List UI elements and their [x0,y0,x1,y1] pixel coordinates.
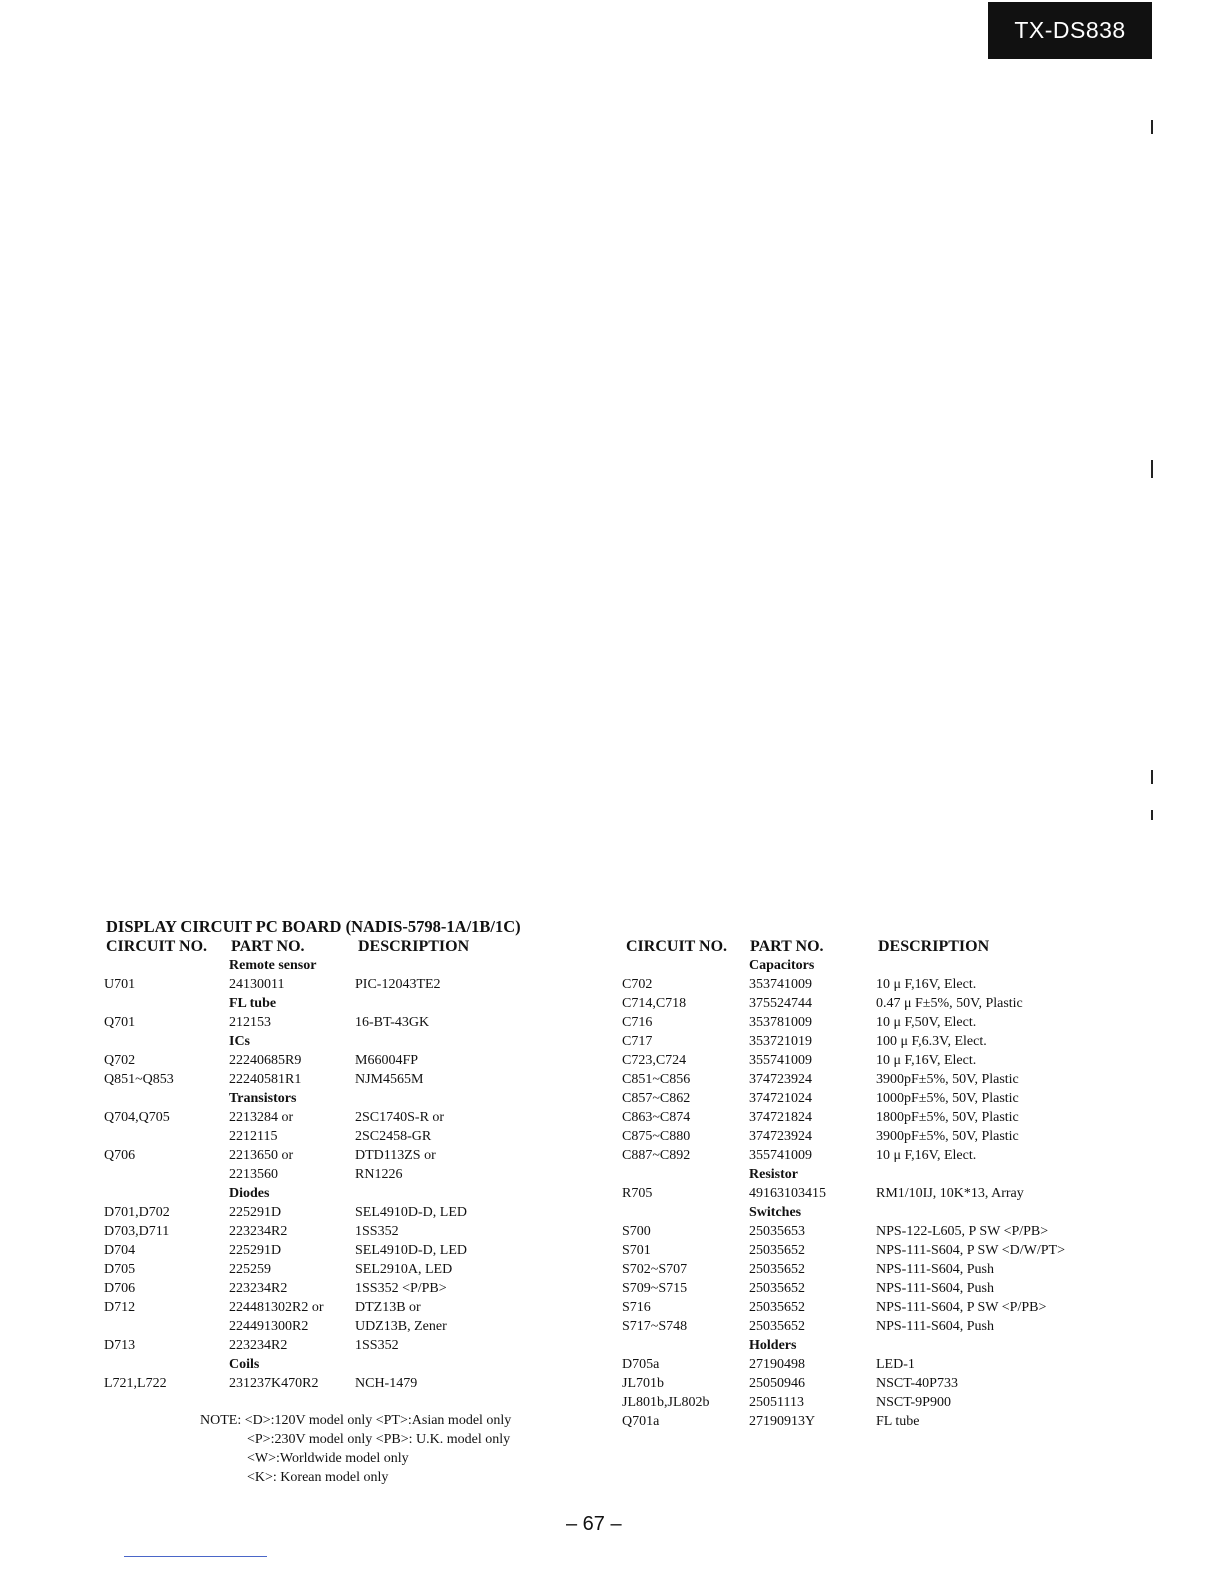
part-no: 25035652 [749,1243,805,1258]
circuit-no: Q851~Q853 [104,1072,174,1087]
description: 10 μ F,16V, Elect. [876,1053,977,1068]
edge-mark [1151,120,1153,134]
right-header-description: DESCRIPTION [878,938,990,955]
table-row [0,1374,1224,1393]
description: SEL4910D-D, LED [355,1243,467,1258]
description: PIC-12043TE2 [355,977,441,992]
description: 3900pF±5%, 50V, Plastic [876,1072,1019,1087]
part-no: 223234R2 [229,1338,288,1353]
edge-mark [1151,810,1153,820]
description: 2SC1740S-R or [355,1110,445,1125]
description: 1SS352 <P/PB> [355,1281,447,1296]
description: 1SS352 [355,1338,399,1353]
circuit-no: L721,L722 [104,1376,167,1391]
right-header-part: PART NO. [750,938,824,955]
description: 10 μ F,50V, Elect. [876,1015,977,1030]
description: DTZ13B or [355,1300,421,1315]
part-no: 375524744 [749,996,812,1011]
table-row [0,1013,1224,1032]
table-row [0,994,1224,1013]
circuit-no: C851~C856 [622,1072,691,1087]
table-row [0,1051,1224,1070]
part-no: 2213560 [229,1167,278,1182]
description: 1000pF±5%, 50V, Plastic [876,1091,1019,1106]
table-row [0,1222,1224,1241]
page-number: – 67 – [566,1513,622,1535]
description: SEL4910D-D, LED [355,1205,467,1220]
category-label: FL tube [229,996,277,1011]
circuit-no: C702 [622,977,653,992]
part-no: 353781009 [749,1015,812,1030]
circuit-no: JL701b [622,1376,664,1391]
part-no: 223234R2 [229,1224,288,1239]
part-no: 212153 [229,1015,271,1030]
description: DTD113ZS or [355,1148,436,1163]
description: LED-1 [876,1357,915,1372]
description: 10 μ F,16V, Elect. [876,1148,977,1163]
part-no: 24130011 [229,977,285,992]
table-row [0,1032,1224,1051]
note-line: <W>:Worldwide model only [247,1451,409,1466]
description: NPS-111-S604, P SW <D/W/PT> [876,1243,1065,1258]
part-no: 353721019 [749,1034,812,1049]
circuit-no: C723,C724 [622,1053,687,1068]
circuit-no: S702~S707 [622,1262,688,1277]
description: NSCT-40P733 [876,1376,958,1391]
table-row [0,1108,1224,1127]
category-label: Transistors [229,1091,297,1106]
circuit-no: S700 [622,1224,651,1239]
table-row [0,1317,1224,1336]
link-underline [124,1556,267,1557]
category-label: Holders [749,1338,797,1353]
left-header-description: DESCRIPTION [358,938,470,955]
circuit-no: D703,D711 [104,1224,170,1239]
part-no: 25035652 [749,1281,805,1296]
description: 1800pF±5%, 50V, Plastic [876,1110,1019,1125]
circuit-no: D704 [104,1243,136,1258]
model-note [200,1411,511,1487]
table-row [0,1127,1224,1146]
part-no: 374721024 [749,1091,812,1106]
circuit-no: JL801b,JL802b [622,1395,710,1410]
circuit-no: Q701 [104,1015,136,1030]
table-row [0,1260,1224,1279]
circuit-no: U701 [104,977,136,992]
circuit-no: C716 [622,1015,653,1030]
category-label: Resistor [749,1167,798,1182]
description: RN1226 [355,1167,403,1182]
table-row [0,1146,1224,1165]
part-no: 27190498 [749,1357,805,1372]
table-row [0,1184,1224,1203]
description: NJM4565M [355,1072,424,1087]
part-no: 225259 [229,1262,271,1277]
left-header-part: PART NO. [231,938,305,955]
description: NPS-111-S604, P SW <P/PB> [876,1300,1047,1315]
left-header-circuit: CIRCUIT NO. [106,938,208,955]
circuit-no: C887~C892 [622,1148,691,1163]
table-row [0,1089,1224,1108]
part-no: 374723924 [749,1129,812,1144]
category-row [0,1336,1224,1355]
section-title: DISPLAY CIRCUIT PC BOARD (NADIS-5798-1A/1B/1C) [106,917,521,936]
note-line: NOTE: <D>:120V model only <PT>:Asian model only [200,1413,512,1428]
part-no: 2213284 or [229,1110,294,1125]
part-no: 22240581R1 [229,1072,302,1087]
part-no: 27190913Y [749,1414,816,1429]
table-row [0,975,1224,994]
circuit-no: D706 [104,1281,136,1296]
description: NPS-122-L605, P SW <P/PB> [876,1224,1049,1239]
description: NPS-111-S604, Push [876,1281,994,1296]
circuit-no: S716 [622,1300,651,1315]
part-no: 25035652 [749,1300,805,1315]
circuit-no: R705 [622,1186,653,1201]
part-no: 374721824 [749,1110,812,1125]
part-no: 355741009 [749,1053,812,1068]
note-line: <P>:230V model only <PB>: U.K. model only [247,1432,511,1447]
circuit-no: C863~C874 [622,1110,691,1125]
circuit-no: Q701a [622,1414,660,1429]
circuit-no: D712 [104,1300,136,1315]
right-header-circuit: CIRCUIT NO. [626,938,728,955]
circuit-no: S709~S715 [622,1281,688,1296]
circuit-no: D701,D702 [104,1205,170,1220]
part-no: 374723924 [749,1072,812,1087]
circuit-no: C875~C880 [622,1129,691,1144]
category-label: Coils [229,1357,260,1372]
table-row [0,1298,1224,1317]
description: 2SC2458-GR [355,1129,432,1144]
circuit-no: C717 [622,1034,653,1049]
circuit-no: S701 [622,1243,651,1258]
description: 16-BT-43GK [355,1015,430,1030]
circuit-no: C857~C862 [622,1091,691,1106]
category-row [0,956,1224,975]
part-no: 22240685R9 [229,1053,302,1068]
part-no: 353741009 [749,977,812,992]
part-no: 25035653 [749,1224,805,1239]
note-line: <K>: Korean model only [247,1470,389,1485]
part-no: 2213650 or [229,1148,294,1163]
part-no: 231237K470R2 [229,1376,319,1391]
description: 3900pF±5%, 50V, Plastic [876,1129,1019,1144]
description: 10 μ F,16V, Elect. [876,977,977,992]
part-no: 224491300R2 [229,1319,309,1334]
table-row [0,1393,1224,1412]
part-no: 355741009 [749,1148,812,1163]
table-row [0,1279,1224,1298]
circuit-no: C714,C718 [622,996,687,1011]
part-no: 223234R2 [229,1281,288,1296]
category-label: ICs [229,1034,251,1049]
part-no: 224481302R2 or [229,1300,324,1315]
description: NCH-1479 [355,1376,418,1391]
table-row [0,1355,1224,1374]
circuit-no: D705a [622,1357,660,1372]
model-badge: TX-DS838 [988,2,1152,59]
category-row [0,1203,1224,1222]
part-no: 25035652 [749,1319,805,1334]
part-no: 49163103415 [749,1186,826,1201]
description: 0.47 μ F±5%, 50V, Plastic [876,996,1023,1011]
category-label: Capacitors [749,958,815,973]
description: 1SS352 [355,1224,399,1239]
description: NSCT-9P900 [876,1395,951,1410]
right-parts-table [0,956,1224,1431]
part-no: 225291D [229,1205,282,1220]
description: UDZ13B, Zener [355,1319,447,1334]
circuit-no: Q704,Q705 [104,1110,170,1125]
category-label: Switches [749,1205,802,1220]
part-no: 225291D [229,1243,282,1258]
description: M66004FP [355,1053,419,1068]
table-row [0,1412,1224,1431]
description: FL tube [876,1414,920,1429]
circuit-no: D705 [104,1262,136,1277]
category-row [0,1165,1224,1184]
table-row [0,1070,1224,1089]
category-label: Diodes [229,1186,270,1201]
part-no: 25035652 [749,1262,805,1277]
circuit-no: S717~S748 [622,1319,688,1334]
description: NPS-111-S604, Push [876,1262,994,1277]
part-no: 25050946 [749,1376,805,1391]
circuit-no: Q702 [104,1053,136,1068]
category-label: Remote sensor [229,958,317,973]
circuit-no: Q706 [104,1148,136,1163]
description: 100 μ F,6.3V, Elect. [876,1034,987,1049]
table-row [0,1241,1224,1260]
part-no: 25051113 [749,1395,804,1410]
circuit-no: D713 [104,1338,136,1353]
edge-mark [1151,460,1153,478]
description: NPS-111-S604, Push [876,1319,994,1334]
part-no: 2212115 [229,1129,278,1144]
edge-mark [1151,770,1153,784]
description: SEL2910A, LED [355,1262,453,1277]
description: RM1/10IJ, 10K*13, Array [876,1186,1024,1201]
